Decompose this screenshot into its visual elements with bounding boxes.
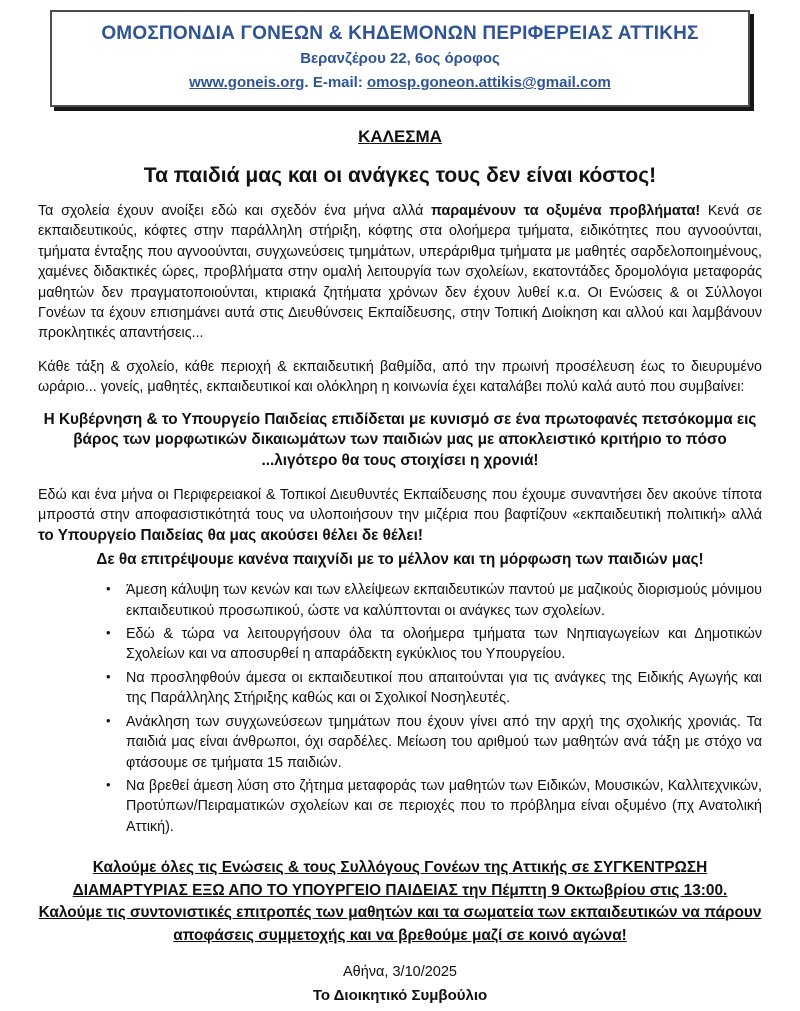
paragraph-1-bold: παραμένουν τα οξυμένα προβλήματα! [431, 203, 701, 219]
bullet-icon: • [106, 668, 111, 684]
paragraph-4-text: Εδώ και ένα μήνα οι Περιφερειακοί & Τοπικοί Διευθυντές Εκπαίδευσης που έχουμε συναντήσει δεν ακούνε τίποτα μπροστά στην αποφασιστικότητά τους να υλοποιήσουν την μιζέρια που βαφτίζουν «εκπαιδευτική πολιτική» αλλά [38, 487, 762, 524]
bullet-icon: • [106, 625, 111, 641]
call-line-2: Καλούμε τις συντονιστικές επιτροπές των μαθητών και τα σωματεία των εκπαιδευτικών να πάρουν αποφάσεις συμμετοχής και να βρεθούμε μαζί σε κοινό αγώνα! [38, 904, 762, 944]
paragraph-1 [38, 201, 762, 344]
list-item-text: Να βρεθεί άμεση λύση στο ζήτημα μεταφοράς των μαθητών των Ειδικών, Μουσικών, Καλλιτεχνικών, Προτύπων/Πειραματικών σχολείων και σε περιοχές που το πρόβλημα είναι οξυμένο (πχ Ανατολική Αττική). [126, 777, 762, 835]
paragraph-3-emphasis: Η Κυβέρνηση & το Υπουργείο Παιδείας επιδίδεται με κυνισμό σε ένα πρωτοφανές πετσόκομμα εις βάρος των μορφωτικών δικαιωμάτων των παιδιών μας με αποκλειστικό κριτήριο το πόσο ...λιγότερο θα τους στοιχίσει η χρονιά! [43, 410, 757, 470]
signature: Το Διοικητικό Συμβούλιο [312, 987, 488, 1005]
list-item-text: Να προσληφθούν άμεσα οι εκπαιδευτικοί που απαιτούνται για τις ανάγκες της Ειδικής Αγωγής και της Παράλληλης Στήριξης καθώς και οι Σχολικοί Νοσηλευτές. [126, 669, 762, 707]
bullet-icon: • [106, 581, 111, 597]
bullet-icon: • [106, 776, 111, 792]
list-item-text: Εδώ & τώρα να λειτουργήσουν όλα τα ολοήμερα τμήματα των Νηπιαγωγείων και Δημοτικών Σχολείων και να αποσυρθεί η απαράδεκτη εγκύκλιος του Υπουργείου. [126, 626, 762, 663]
doc-subtitle: Τα παιδιά μας και οι ανάγκες τους δεν είναι κόστος! [143, 164, 657, 187]
email-link[interactable]: omosp.goneon.attikis@gmail.com [367, 74, 611, 91]
list-item [100, 668, 762, 709]
org-name: ΟΜΟΣΠΟΝΔΙΑ ΓΟΝΕΩΝ & ΚΗΔΕΜΟΝΩΝ ΠΕΡΙΦΕΡΕΙΑΣ ΑΤΤΙΚΗΣ [101, 23, 699, 44]
list-item-text: Άμεση κάλυψη των κενών και των ελλείψεων εκπαιδευτικών παντού με μαζικούς διορισμούς μόνιμου εκπαιδευτικού προσωπικού, ώστε να καλύπτονται οι ανάγκες των σχολείων. [126, 582, 762, 619]
paragraph-4 [38, 485, 762, 546]
list-item-text: Ανάκληση των συγχωνεύσεων τμημάτων που έχουν γίνει από την αρχή της σχολικής χρονιάς. Τα παιδιά μας είναι άνθρωποι, όχι σαρδέλες. Μείωση του αριθμού των μαθητών ανά τάξη με στόχο να φτάσουμε σε τμήματα 15 παιδιών. [126, 713, 762, 771]
list-item [100, 580, 762, 621]
org-contact-line [58, 71, 742, 95]
paragraph-4-bold: το Υπουργείο Παιδείας θα μας ακούσει θέλει δε θέλει! [38, 526, 423, 544]
list-item [100, 776, 762, 837]
contact-separator: . [304, 74, 313, 91]
paragraph-1-text-cont: Κενά σε εκπαιδευτικούς, κόφτες στην παράλληλη στήριξη, κόφτης στα ολοήμερα τμήματα, ειδικότητες που αγνοούνται, τμήματα ένταξης που αγνοούνται, συγχωνεύσεις τμημάτων, υπεράριθμα τμήματα με μαθητές σαρδελοποιημένους, χαμένες διδακτικές ώρες, προβλήματα στην ομαλή λειτουργία των σχολείων, εκατοντάδες δρομολόγια μεταφοράς μαθητών δεν πραγματοποιούνται, κτιριακά ζητήματα χρόνων δεν έχουν λυθεί κ.α. Οι Ενώσεις & οι Σύλλογοι Γονέων τα έχουν επισημάνει αυτά στις Διευθύνσεις Εκπαίδευσης, στην Τοπική Διοίκηση και αλλού και λαμβάνουν προκλητικές απαντήσεις... [38, 203, 762, 342]
demands-list [38, 580, 762, 837]
paragraph-5-emphasis: Δε θα επιτρέψουμε κανένα παιχνίδι με το μέλλον και τη μόρφωση των παιδιών μας! [96, 551, 704, 569]
call-to-action [38, 857, 762, 947]
email-label: E-mail: [312, 74, 367, 91]
call-line-1: Καλούμε όλες τις Ενώσεις & τους Συλλόγους Γονέων της Αττικής σε ΣΥΓΚΕΝΤΡΩΣΗ ΔΙΑΜΑΡΤΥΡΙΑΣ ΕΞΩ ΑΠΟ ΤΟ ΥΠΟΥΡΓΕΙΟ ΠΑΙΔΕΙΑΣ την Πέμπτη 9 Οκτωβρίου στις 13:00. [72, 859, 728, 899]
bullet-icon: • [106, 712, 111, 728]
list-item [100, 624, 762, 665]
website-link[interactable]: www.goneis.org [189, 74, 305, 91]
doc-title: ΚΑΛΕΣΜΑ [358, 127, 442, 146]
date-place: Αθήνα, 3/10/2025 [343, 964, 457, 981]
org-address: Βερανζέρου 22, 6ος όροφος [300, 50, 500, 67]
paragraph-2: Κάθε τάξη & σχολείο, κάθε περιοχή & εκπαιδευτική βαθμίδα, από την πρωινή προσέλευση έως το διευρυμένο ωράριο... γονείς, μαθητές, εκπαιδευτικοί και ολόκληρη η κοινωνία έχει καταλάβει πολύ καλά αυτό που συμβαίνει: [38, 358, 762, 396]
paragraph-1-text: Τα σχολεία έχουν ανοίξει εδώ και σχεδόν ένα μήνα αλλά [38, 203, 431, 219]
org-header-box [50, 10, 750, 107]
list-item [100, 712, 762, 773]
